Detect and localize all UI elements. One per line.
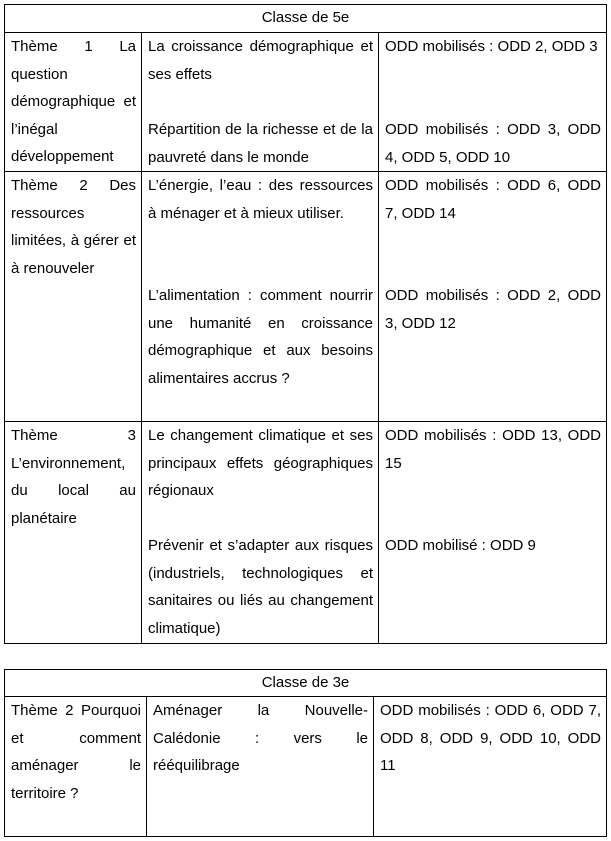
theme-cell: Thème 3 L’environnement, du local au planétaire xyxy=(5,422,142,644)
odd-cell: ODD mobilisés : ODD 6, ODD 7, ODD 8, ODD 9, ODD 10, ODD 11 xyxy=(374,697,607,837)
odd-text: ODD mobilisés : ODD 2, ODD 3 xyxy=(385,38,598,55)
topic-text: L’énergie, l’eau : des ressources à ménager et à mieux utiliser. xyxy=(148,177,373,222)
theme-cell: Thème 2 Des ressources limitées, à gérer et à renouveler xyxy=(5,172,142,422)
theme-cell: Thème 2 Pourquoi et comment aménager le territoire ? xyxy=(5,697,147,837)
table-header: Classe de 3e xyxy=(5,670,607,697)
odd-text: ODD mobilisés : ODD 2, ODD 3, ODD 12 xyxy=(385,287,602,332)
odd-text: ODD mobilisés : ODD 13, ODD 15 xyxy=(385,427,602,472)
table-classe-3e xyxy=(4,669,607,837)
table-header-row xyxy=(5,5,607,33)
topic-cell xyxy=(142,422,379,644)
table-row-theme-3 xyxy=(5,422,607,644)
table-header-row xyxy=(5,670,607,697)
topic-text: L’alimentation : comment nourrir une humanité en croissance démographique et aux besoins alimentaires accrus ? xyxy=(148,287,373,387)
topic-text: Répartition de la richesse et de la pauvreté dans le monde xyxy=(148,121,373,166)
topic-cell xyxy=(142,33,379,172)
table-row-theme-2 xyxy=(5,697,607,837)
table-header: Classe de 5e xyxy=(5,5,607,33)
odd-text: ODD mobilisés : ODD 6, ODD 7, ODD 14 xyxy=(385,177,602,222)
topic-cell xyxy=(142,172,379,422)
topic-text: Le changement climatique et ses principaux effets géographiques régionaux xyxy=(148,427,373,499)
odd-cell xyxy=(379,422,607,644)
topic-cell: Aménager la Nouvelle-Calédonie : vers le rééquilibrage xyxy=(147,697,374,837)
odd-text: ODD mobilisés : ODD 3, ODD 4, ODD 5, ODD 10 xyxy=(385,121,602,166)
odd-cell xyxy=(379,172,607,422)
table-row-theme-2 xyxy=(5,172,607,422)
table-classe-5e-body xyxy=(4,4,607,644)
odd-cell xyxy=(379,33,607,172)
table-row-theme-1 xyxy=(5,33,607,172)
topic-text: Prévenir et s’adapter aux risques (industriels, technologiques et sanitaires ou liés au changement climatique) xyxy=(148,537,373,637)
odd-text: ODD mobilisé : ODD 9 xyxy=(385,537,536,554)
topic-text: La croissance démographique et ses effets xyxy=(148,38,373,83)
theme-cell: Thème 1 La question démographique et l’inégal développement xyxy=(5,33,142,172)
